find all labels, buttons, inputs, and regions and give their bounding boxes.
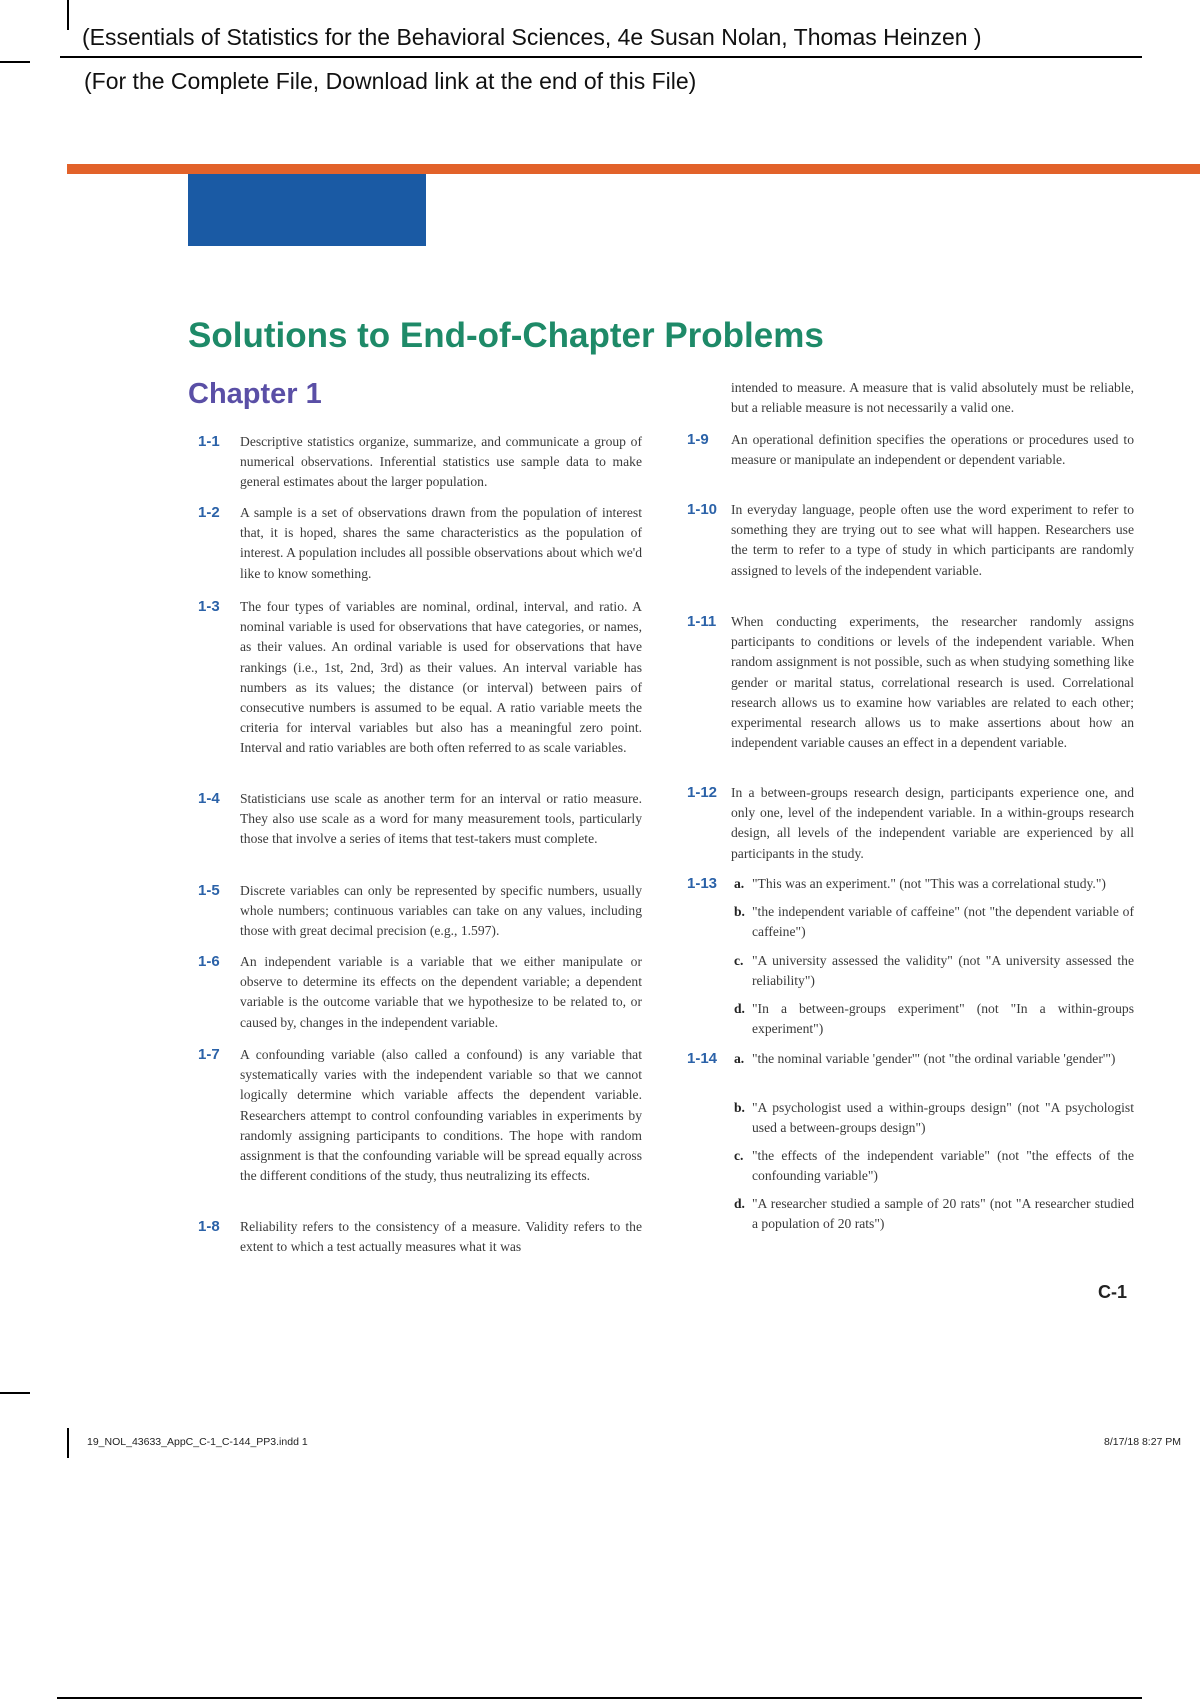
header-line-1: (Essentials of Statistics for the Behavioral Sciences, 4e Susan Nolan, Thomas Heinzen ) bbox=[82, 24, 982, 50]
answer-text: The four types of variables are nominal, ordinal, interval, and ratio. A nominal variable is used for observations that have categories, or names, as their values. An ordinal variable is used for observations that have rankings (i.e., 1st, 2nd, 3rd) as their values. An interval variable has numbers as its values; the distance (or interval) between pairs of consecutive numbers is assumed to be equal. A ratio variable meets the criteria for interval variables but also has a meaningful zero point. Interval and ratio variables are both often referred to as scale variables. bbox=[240, 599, 642, 756]
part-letter: d. bbox=[734, 1001, 745, 1016]
page-number: C-1 bbox=[1098, 1282, 1128, 1302]
crop-mark-top-vertical bbox=[67, 0, 69, 30]
blue-banner-block bbox=[188, 174, 426, 246]
answer-number: 1-14 bbox=[687, 1050, 718, 1067]
answer-number: 1-5 bbox=[198, 882, 220, 899]
answer-number: 1-1 bbox=[198, 433, 220, 450]
crop-mark-top-horizontal bbox=[0, 61, 30, 63]
answer-1-14-part-b bbox=[734, 1098, 1134, 1138]
answer-number: 1-9 bbox=[687, 431, 709, 448]
part-letter: a. bbox=[734, 1051, 745, 1066]
header-rule bbox=[60, 56, 1142, 58]
answer-text: In everyday language, people often use the word experiment to refer to something they are trying out to see what will happen. Researchers use the term to refer to a type of study in which participants are randomly assigned to levels of the independent variable. bbox=[731, 502, 1134, 578]
answer-text: Statisticians use scale as another term for an interval or ratio measure. They also use scale as a word for many measurement tools, particularly those that involve a series of items that test-takers must complete. bbox=[240, 791, 642, 847]
answer-number: 1-7 bbox=[198, 1046, 220, 1063]
answer-number: 1-10 bbox=[687, 501, 718, 518]
answer-1-13-part-b bbox=[734, 902, 1134, 942]
answer-1-13-part-a bbox=[734, 874, 1134, 894]
answer-1-10 bbox=[687, 500, 1134, 581]
answer-1-2 bbox=[198, 503, 642, 584]
bottom-rule bbox=[57, 1697, 1142, 1699]
part-letter: c. bbox=[734, 1148, 744, 1163]
part-text: "the effects of the independent variable" (not "the effects of the confounding variable") bbox=[752, 1148, 1134, 1184]
part-letter: b. bbox=[734, 1100, 745, 1115]
answer-number: 1-2 bbox=[198, 504, 220, 521]
part-text: "In a between-groups experiment" (not "In a within-groups experiment") bbox=[752, 1001, 1134, 1037]
answer-1-6 bbox=[198, 952, 642, 1033]
part-letter: a. bbox=[734, 876, 745, 891]
answer-1-7 bbox=[198, 1045, 642, 1186]
chapter-heading: Chapter 1 bbox=[188, 378, 322, 410]
part-text: "A university assessed the validity" (not "A university assessed the reliability") bbox=[752, 953, 1134, 989]
answer-1-3 bbox=[198, 597, 642, 759]
answer-1-1 bbox=[198, 432, 642, 493]
answer-1-11 bbox=[687, 612, 1134, 753]
answer-text: A sample is a set of observations drawn from the population of interest that, it is hoped, shares the same characteristics as the population of interest. A population includes all possible observations about which we'd like to know something. bbox=[240, 505, 642, 581]
answer-number: 1-8 bbox=[198, 1218, 220, 1235]
part-letter: c. bbox=[734, 953, 744, 968]
footer-file-name: 19_NOL_43633_AppC_C-1_C-144_PP3.indd 1 bbox=[87, 1436, 308, 1448]
part-text: "the independent variable of caffeine" (not "the dependent variable of caffeine") bbox=[752, 904, 1134, 940]
crop-mark-bottom-vertical bbox=[67, 1428, 69, 1458]
part-letter: d. bbox=[734, 1196, 745, 1211]
answer-1-9 bbox=[687, 430, 1134, 470]
footer-date: 8/17/18 8:27 PM bbox=[1104, 1436, 1182, 1448]
answer-number: 1-4 bbox=[198, 790, 220, 807]
header-line-2: (For the Complete File, Download link at the end of this File) bbox=[84, 68, 697, 94]
answer-text: An independent variable is a variable that we either manipulate or observe to determine its effects on the dependent variable; a dependent variable is the outcome variable that we hypothesize to be related to, or caused by, changes in the independent variable. bbox=[240, 954, 642, 1030]
orange-banner-bar bbox=[67, 164, 1200, 174]
answer-number: 1-13 bbox=[687, 875, 718, 892]
answer-text: A confounding variable (also called a confound) is any variable that systematically varies with the independent variable so that we cannot logically determine which variable affects the dependent variable. Researchers attempt to control confounding variables in experiments by randomly assigning participants to conditions. The hope with random assignment is that the confounding variable will be spread equally across the different conditions of the study, thus neutralizing its effects. bbox=[240, 1047, 642, 1184]
crop-mark-bottom-horizontal bbox=[0, 1392, 30, 1394]
part-letter: b. bbox=[734, 904, 745, 919]
answer-1-14-part-c bbox=[734, 1146, 1134, 1186]
answer-number: 1-12 bbox=[687, 784, 718, 801]
answer-1-8 bbox=[198, 1217, 642, 1257]
answer-1-13-part-d bbox=[734, 999, 1134, 1039]
part-text: "the nominal variable 'gender'" (not "the ordinal variable 'gender'") bbox=[752, 1051, 1116, 1066]
answer-text: An operational definition specifies the operations or procedures used to measure or manipulate an independent or dependent variable. bbox=[731, 432, 1134, 468]
answer-1-5 bbox=[198, 881, 642, 942]
part-text: "A researcher studied a sample of 20 rats" (not "A researcher studied a population of 20 rats") bbox=[752, 1196, 1134, 1232]
part-text: "A psychologist used a within-groups design" (not "A psychologist used a between-groups design") bbox=[752, 1100, 1134, 1136]
answer-1-8-continuation bbox=[731, 378, 1134, 418]
answer-1-4 bbox=[198, 789, 642, 850]
answer-text: intended to measure. A measure that is valid absolutely must be reliable, but a reliable measure is not necessarily a valid one. bbox=[731, 380, 1134, 416]
answer-text: Discrete variables can only be represented by specific numbers, usually whole numbers; continuous variables can take on any values, including those with great decimal precision (e.g., 1.597). bbox=[240, 883, 642, 939]
answer-number: 1-6 bbox=[198, 953, 220, 970]
answer-1-13-part-c bbox=[734, 951, 1134, 991]
answer-text: In a between-groups research design, participants experience one, and only one, level of the independent variable. In a within-groups research design, all levels of the independent variable are experienced by all participants in the study. bbox=[731, 785, 1134, 861]
answer-1-12 bbox=[687, 783, 1134, 864]
answer-number: 1-3 bbox=[198, 598, 220, 615]
answer-1-14-part-d bbox=[734, 1194, 1134, 1234]
page-title: Solutions to End-of-Chapter Problems bbox=[188, 316, 824, 355]
answer-text: Reliability refers to the consistency of a measure. Validity refers to the extent to which a test actually measures what it was bbox=[240, 1219, 642, 1255]
answer-text: When conducting experiments, the researcher randomly assigns participants to conditions or levels of the independent variable. When random assignment is not possible, such as when studying something like gender or marital status, correlational research is used. Correlational research allows us to examine how variables are related to each other; experimental research allows us to make assertions about how an independent variable causes an effect in a dependent variable. bbox=[731, 614, 1134, 751]
answer-number: 1-11 bbox=[687, 613, 717, 630]
answer-text: Descriptive statistics organize, summarize, and communicate a group of numerical observations. Inferential statistics use sample data to make general estimates about the larger population. bbox=[240, 434, 642, 490]
part-text: "This was an experiment." (not "This was a correlational study.") bbox=[752, 876, 1106, 891]
answer-1-14-part-a bbox=[734, 1049, 1134, 1069]
